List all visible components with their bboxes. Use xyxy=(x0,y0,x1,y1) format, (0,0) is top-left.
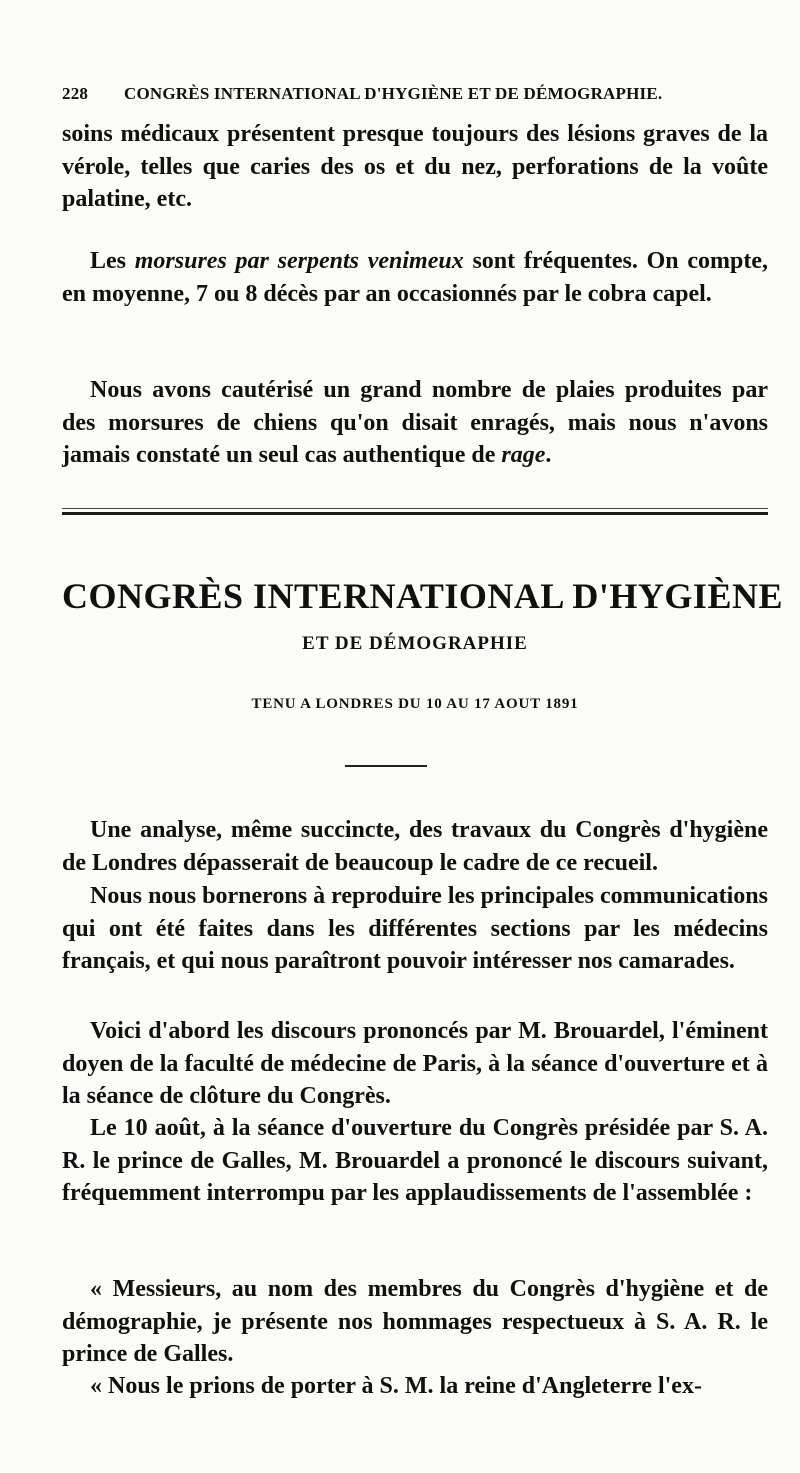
paragraph-2-end: sont fréquentes. On compte, en moyenne, 7 ou 8 décès par an occasionnés par le cobra capel. xyxy=(62,248,769,307)
paragraph-2 xyxy=(62,245,768,310)
paragraph-3-italic: rage xyxy=(501,442,546,468)
paragraph-8-text: « Messieurs, au nom des membres du Congrès d'hygiène et de démographie, je présente nos hommages respectueux à S. A. R. le prince de Galles. xyxy=(62,1276,768,1367)
paragraph-6 xyxy=(62,1015,768,1113)
section-subtitle: ET DE DÉMOGRAPHIE xyxy=(302,633,528,654)
paragraph-3 xyxy=(62,374,768,472)
paragraph-4 xyxy=(62,814,768,879)
section-divider xyxy=(62,512,768,515)
paragraph-8 xyxy=(62,1273,768,1371)
paragraph-9-text: « Nous le prions de porter à S. M. la reine d'Angleterre l'ex- xyxy=(90,1373,702,1399)
section-title: CONGRÈS INTERNATIONAL D'HYGIÈNE xyxy=(62,576,783,616)
paragraph-5-text: Nous nous bornerons à reproduire les principales communications qui ont été faites dans les différentes sections par les médecins français, et qui nous paraîtront pouvoir intéresser nos camarades. xyxy=(62,883,768,974)
paragraph-7-text: Le 10 août, à la séance d'ouverture du Congrès présidée par S. A. R. le prince de Galles, M. Brouardel a prononcé le discours suivant, fréquemment interrompu par les applaudissements de l'assemblée : xyxy=(62,1115,768,1206)
paragraph-3-end: . xyxy=(545,442,552,468)
paragraph-4-text: Une analyse, même succincte, des travaux du Congrès d'hygiène de Londres dépasserait de beaucoup le cadre de ce recueil. xyxy=(62,817,768,876)
paragraph-3-start: Nous avons cautérisé un grand nombre de plaies produites par des morsures de chiens qu'on disait enragés, mais nous n'avons jamais constaté un seul cas authentique de xyxy=(62,377,768,468)
paragraph-2-italic: morsures par serpents venimeux xyxy=(134,248,464,274)
paragraph-5 xyxy=(62,880,768,978)
running-title: CONGRÈS INTERNATIONAL D'HYGIÈNE ET DE DÉMOGRAPHIE. xyxy=(124,84,663,103)
paragraph-7 xyxy=(62,1112,768,1210)
paragraph-6-text: Voici d'abord les discours prononcés par M. Brouardel, l'éminent doyen de la faculté de médecine de Paris, à la séance d'ouverture et à la séance de clôture du Congrès. xyxy=(62,1018,768,1109)
paragraph-1: soins médicaux présentent presque toujours des lésions graves de la vérole, telles que caries des os et du nez, perforations de la voûte palatine, etc. xyxy=(62,121,768,212)
section-divider-thin xyxy=(62,508,768,509)
paragraph-9 xyxy=(62,1370,768,1403)
running-header xyxy=(62,84,702,104)
short-divider xyxy=(345,765,427,767)
page-number: 228 xyxy=(62,84,89,103)
section-dates: TENU A LONDRES DU 10 AU 17 AOUT 1891 xyxy=(251,696,579,712)
paragraph-2-start: Les xyxy=(90,248,135,274)
